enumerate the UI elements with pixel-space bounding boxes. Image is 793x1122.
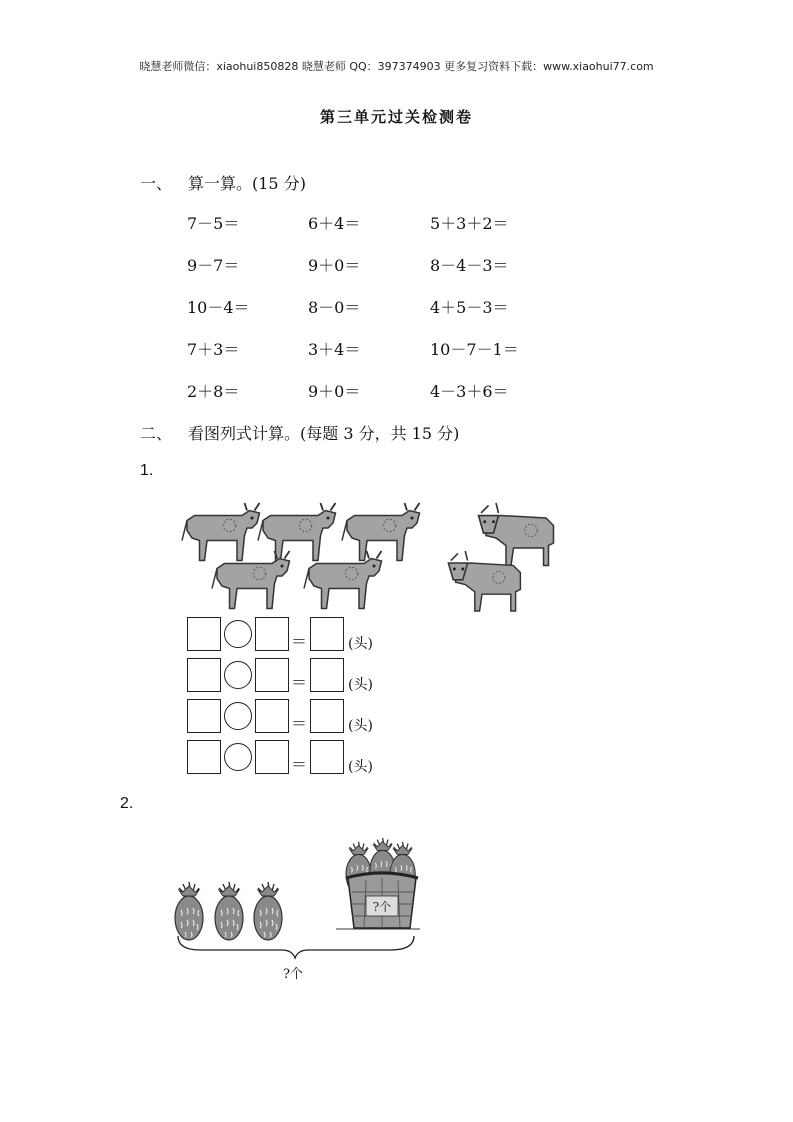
- answer-box[interactable]: [255, 658, 289, 692]
- problem: 8－0＝: [308, 298, 361, 317]
- answer-box[interactable]: [255, 699, 289, 733]
- problem: 7－5＝: [187, 214, 240, 233]
- section-2-number: 二、: [140, 424, 173, 443]
- problem: 2＋8＝: [187, 382, 240, 401]
- unit-label: (头): [348, 718, 373, 734]
- section-1-number: 一、: [140, 174, 173, 193]
- answer-box[interactable]: [187, 658, 221, 692]
- problem: 10－4＝: [187, 298, 250, 317]
- problem: 10－7－1＝: [430, 340, 519, 359]
- section-2-heading: [140, 421, 459, 444]
- problem: 4－3＋6＝: [430, 382, 509, 401]
- problem: 6＋4＝: [308, 214, 361, 233]
- answer-box[interactable]: [187, 740, 221, 774]
- operator-circle[interactable]: [224, 661, 252, 689]
- pineapple-icon: [215, 882, 243, 940]
- cow-icon: [182, 503, 260, 561]
- pineapple-icon: [175, 882, 203, 940]
- answer-box[interactable]: [310, 740, 344, 774]
- equals-sign: ＝: [291, 755, 308, 774]
- answer-box[interactable]: [310, 658, 344, 692]
- unit-label: (头): [348, 677, 373, 693]
- equals-sign: ＝: [291, 714, 308, 733]
- equation-row: [187, 617, 407, 653]
- equals-sign: ＝: [291, 673, 308, 692]
- question-2-number: 2.: [120, 795, 134, 812]
- page-title: 第三单元过关检测卷: [319, 108, 473, 126]
- answer-box[interactable]: [310, 699, 344, 733]
- cow-icon: [258, 503, 336, 561]
- section-1-text: 算一算。(15 分): [188, 174, 306, 193]
- cow-icon: [479, 503, 554, 566]
- answer-box[interactable]: [310, 617, 344, 651]
- page-header: 晓慧老师微信：xiaohui850828 晓慧老师 QQ：397374903 更多复习资料下载：www.xiaohui77.com: [139, 60, 654, 73]
- problem: 9＋0＝: [308, 256, 361, 275]
- answer-box[interactable]: [255, 617, 289, 651]
- problem: 9＋0＝: [308, 382, 361, 401]
- operator-circle[interactable]: [224, 743, 252, 771]
- pineapples-illustration: [170, 832, 430, 962]
- unit-label: (头): [348, 759, 373, 775]
- brace-icon: [178, 936, 414, 958]
- problem: 8－4－3＝: [430, 256, 509, 275]
- question-1-number: 1.: [140, 462, 154, 479]
- basket-icon: [336, 838, 420, 929]
- section-1-heading: [140, 171, 306, 194]
- equation-row: [187, 699, 407, 735]
- problem: 9－7＝: [187, 256, 240, 275]
- problem: 5＋3＋2＝: [430, 214, 509, 233]
- problem: 7＋3＝: [187, 340, 240, 359]
- problem: 3＋4＝: [308, 340, 361, 359]
- cows-illustration: [180, 495, 565, 617]
- pineapple-icon: [254, 882, 282, 940]
- equation-row: [187, 740, 407, 776]
- basket-label: ?个: [372, 900, 392, 914]
- equals-sign: ＝: [291, 632, 308, 651]
- operator-circle[interactable]: [224, 702, 252, 730]
- operator-circle[interactable]: [224, 620, 252, 648]
- answer-box[interactable]: [187, 699, 221, 733]
- cow-icon: [212, 551, 290, 609]
- equation-row: [187, 658, 407, 694]
- problem: 4＋5－3＝: [430, 298, 509, 317]
- section-2-text: 看图列式计算。(每题 3 分，共 15 分): [188, 424, 460, 443]
- answer-box[interactable]: [187, 617, 221, 651]
- answer-box[interactable]: [255, 740, 289, 774]
- unit-label: (头): [348, 636, 373, 652]
- total-label: ?个: [283, 967, 303, 982]
